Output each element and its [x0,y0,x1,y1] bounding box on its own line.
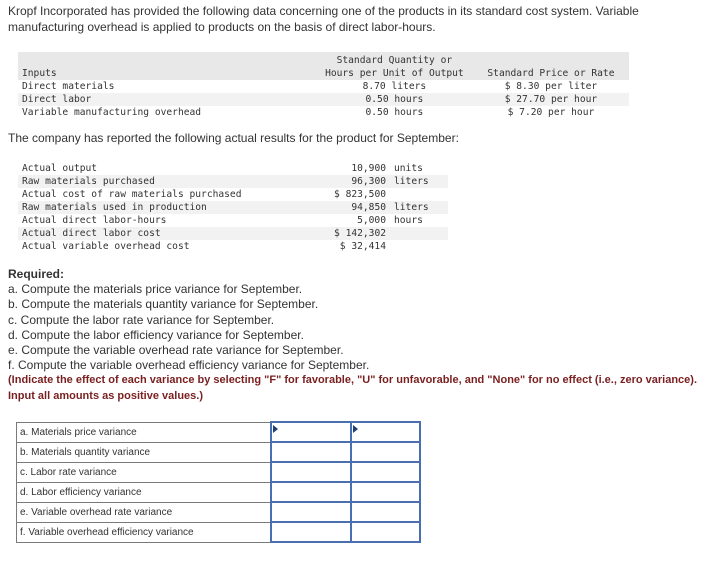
standards-row-price: $ 8.30 per liter [504,81,598,92]
actual-row [18,240,448,253]
answer-row [17,482,421,502]
amount-input[interactable] [271,442,351,462]
effect-select[interactable] [351,462,420,482]
quantity-header-line1: Standard Quantity or [336,55,453,66]
standards-header-row [18,52,629,80]
problem-intro: Kropf Incorporated has provided the following data concerning one of the products in its standard cost system. Variable manufacturing overhead is applied to products on the basis of direct labor-hours. [8,4,639,34]
actual-row [18,188,448,201]
price-header: Standard Price or Rate [473,52,629,80]
answer-row [17,502,421,522]
actual-row-value: 10,900 [351,163,386,174]
actual-row-label: Actual cost of raw materials purchased [22,189,242,200]
actual-row [18,162,448,175]
standards-row-label: Direct materials [22,81,115,92]
answer-row-label: f. Variable overhead efficiency variance [17,522,272,542]
actual-row-unit [390,188,448,201]
actual-row-label: Raw materials used in production [18,201,312,214]
actual-row [18,201,448,214]
answer-row-label: e. Variable overhead rate variance [17,502,272,522]
actual-row-value: $ 142,302 [312,227,390,240]
actual-row-value: $ 32,414 [339,241,386,252]
standards-table [18,52,629,119]
actual-row-value: 94,850 [312,201,390,214]
instructions-note: (Indicate the effect of each variance by selecting "F" for favorable, "U" for unfavorable, and "None" for no effect (i.e., zero variance). Input all amounts as positive values.) [8,374,698,402]
actual-row-unit [390,227,448,240]
quantity-header-line2: Hours per Unit of Output [325,68,464,79]
standards-row-label: Direct labor [18,93,316,106]
effect-select[interactable] [351,442,420,462]
actual-row-value: $ 823,500 [334,189,386,200]
actual-row [18,227,448,240]
amount-input[interactable] [271,462,351,482]
standards-row-label: Variable manufacturing overhead [22,107,202,118]
standards-row-price: $ 27.70 per hour [473,93,629,106]
actual-row-unit: liters [390,201,448,214]
required-heading: Required: [8,267,65,281]
actual-row-label: Actual direct labor cost [18,227,312,240]
standards-row [18,93,629,106]
actual-row-unit [390,240,448,253]
answer-row [17,462,421,482]
inputs-header: Inputs [18,52,316,80]
standards-row [18,80,629,93]
required-item: a. Compute the materials price variance for September. [8,282,303,297]
actual-row [18,175,448,188]
dropdown-marker-icon [353,425,358,433]
effect-select[interactable] [351,482,420,502]
effect-select[interactable] [351,522,420,542]
answer-row [17,522,421,542]
required-section [8,267,706,404]
actual-row-unit: liters [390,175,448,188]
required-item: e. Compute the variable overhead rate variance for September. [8,343,344,358]
standards-row [18,106,629,119]
actual-row-value: 96,300 [312,175,390,188]
actual-row [18,214,448,227]
answer-row [17,422,421,442]
required-item: d. Compute the labor efficiency variance for September. [8,327,304,342]
actual-row-label: Actual variable overhead cost [22,241,190,252]
quantity-header [316,52,473,80]
answer-row-label: d. Labor efficiency variance [17,482,272,502]
standards-row-qty: 0.50 hours [365,107,424,118]
standards-row-price: $ 7.20 per hour [507,107,595,118]
effect-select[interactable] [351,422,420,442]
actual-row-label: Raw materials purchased [18,175,312,188]
amount-input[interactable] [271,482,351,502]
answer-row-label: c. Labor rate variance [17,462,272,482]
answer-grid [16,421,421,543]
required-item: b. Compute the materials quantity variance for September. [8,297,319,312]
amount-input[interactable] [271,502,351,522]
standards-row-qty: 0.50 hours [316,93,473,106]
effect-select[interactable] [351,502,420,522]
input-marker-icon [273,425,278,433]
actual-row-value: 5,000 [357,215,386,226]
actual-results-intro: The company has reported the following actual results for the product for September: [8,131,459,145]
required-item: c. Compute the labor rate variance for September. [8,312,275,327]
amount-input[interactable] [271,422,351,442]
amount-input[interactable] [271,522,351,542]
actual-row-unit: units [394,163,423,174]
answer-row-label: a. Materials price variance [17,422,272,442]
standards-row-qty: 8.70 liters [362,81,427,92]
actual-row-unit: hours [394,215,423,226]
actual-results-table [18,162,448,253]
required-item: f. Compute the variable overhead efficiency variance for September. [8,358,370,373]
answer-row [17,442,421,462]
answer-row-label: b. Materials quantity variance [17,442,272,462]
actual-row-label: Actual direct labor-hours [22,215,167,226]
actual-row-label: Actual output [22,163,98,174]
